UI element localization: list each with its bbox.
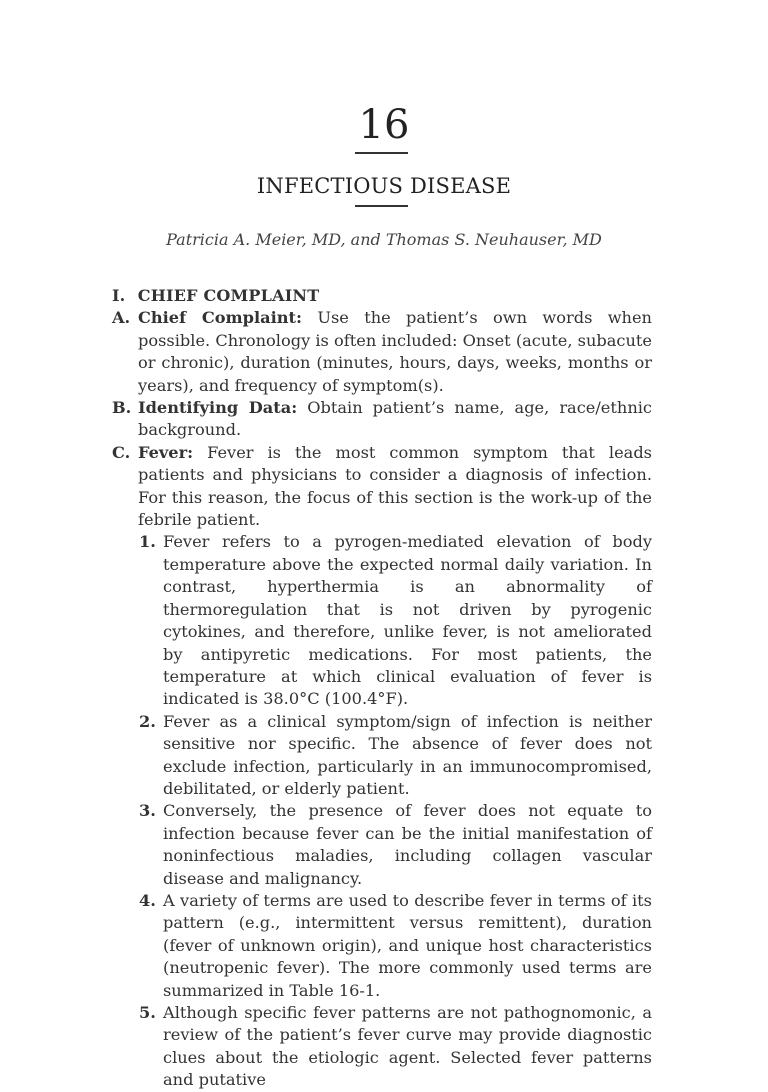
item-label: B. — [112, 398, 132, 418]
chapter-authors: Patricia A. Meier, MD, and Thomas S. Neuhauser, MD — [166, 230, 602, 249]
item-label: C. — [112, 442, 131, 462]
sub-item-text: Fever refers to a pyrogen-mediated elevation of body temperature above the expected normal daily variation. In contrast, hyperthermia is an abnormality of thermoregulation that is not driven by pyrogenic cytokines, and therefore, unlike fever, is not ameliorated by antipyretic medications. For most patients, the temperature at which clinical evaluation of fever is indicated is 38.0°C (100.4°F). — [163, 532, 652, 709]
sub-item-text: A variety of terms are used to describe fever in terms of its pattern (e.g., intermittent versus remittent), duration (fever of unknown origin), and unique host characteristics (neutropenic fever). The more commonly used terms are summarized in Table 16-1. — [163, 890, 652, 1000]
sub-item-label: 4. — [139, 890, 156, 910]
sub-item-label: 2. — [139, 711, 156, 731]
chapter-title: INFECTIOUS DISEASE — [256, 174, 512, 198]
sub-item-label: 1. — [139, 532, 156, 552]
list-item-a — [112, 307, 652, 397]
sub-item-4 — [112, 890, 652, 1002]
item-text: Use the patient’s own words when possible. Chronology is often included: Onset (acute, subacute or chronic), duration (minutes, hours, days, weeks, months or years), and frequency of symptom(s). — [138, 308, 652, 395]
section-number: I. — [112, 286, 126, 305]
sub-item-label: 3. — [139, 801, 156, 821]
item-heading: Chief Complaint: — [138, 308, 303, 328]
item-text: Fever is the most common symptom that leads patients and physicians to consider a diagnosis of infection. For this reason, the focus of this section is the work-up of the febrile patient. — [138, 442, 652, 530]
item-heading: Fever: — [138, 442, 194, 462]
sub-item-label: 5. — [139, 1003, 156, 1022]
item-heading: Identifying Data: — [138, 398, 298, 418]
sub-item-2 — [112, 711, 652, 801]
item-text: Obtain patient’s name, age, race/ethnic background. — [138, 398, 652, 440]
list-item-b — [112, 397, 652, 442]
sub-item-1 — [112, 531, 652, 710]
sub-item-3 — [112, 800, 652, 890]
chapter-body — [112, 285, 652, 1092]
divider-bottom — [355, 205, 408, 207]
sub-item-text: Although specific fever patterns are not pathognomonic, a review of the patient’s fever curve may provide diagnostic clues about the etiologic agent. Selected fever patterns and putative — [163, 1003, 652, 1090]
section-heading — [112, 285, 652, 307]
list-item-c — [112, 442, 652, 532]
chapter-number: 16 — [358, 102, 410, 148]
sub-item-text: Conversely, the presence of fever does not equate to infection because fever can be the initial manifestation of noninfectious maladies, including collagen vascular disease and malignancy. — [163, 801, 652, 888]
sub-item-text: Fever as a clinical symptom/sign of infection is neither sensitive nor specific. The absence of fever does not exclude infection, particularly in an immunocompromised, debilitated, or elderly patient. — [163, 711, 652, 798]
item-label: A. — [112, 308, 131, 328]
section-title: CHIEF COMPLAINT — [137, 286, 320, 305]
sub-item-5 — [112, 1002, 652, 1092]
divider-top — [355, 152, 408, 154]
